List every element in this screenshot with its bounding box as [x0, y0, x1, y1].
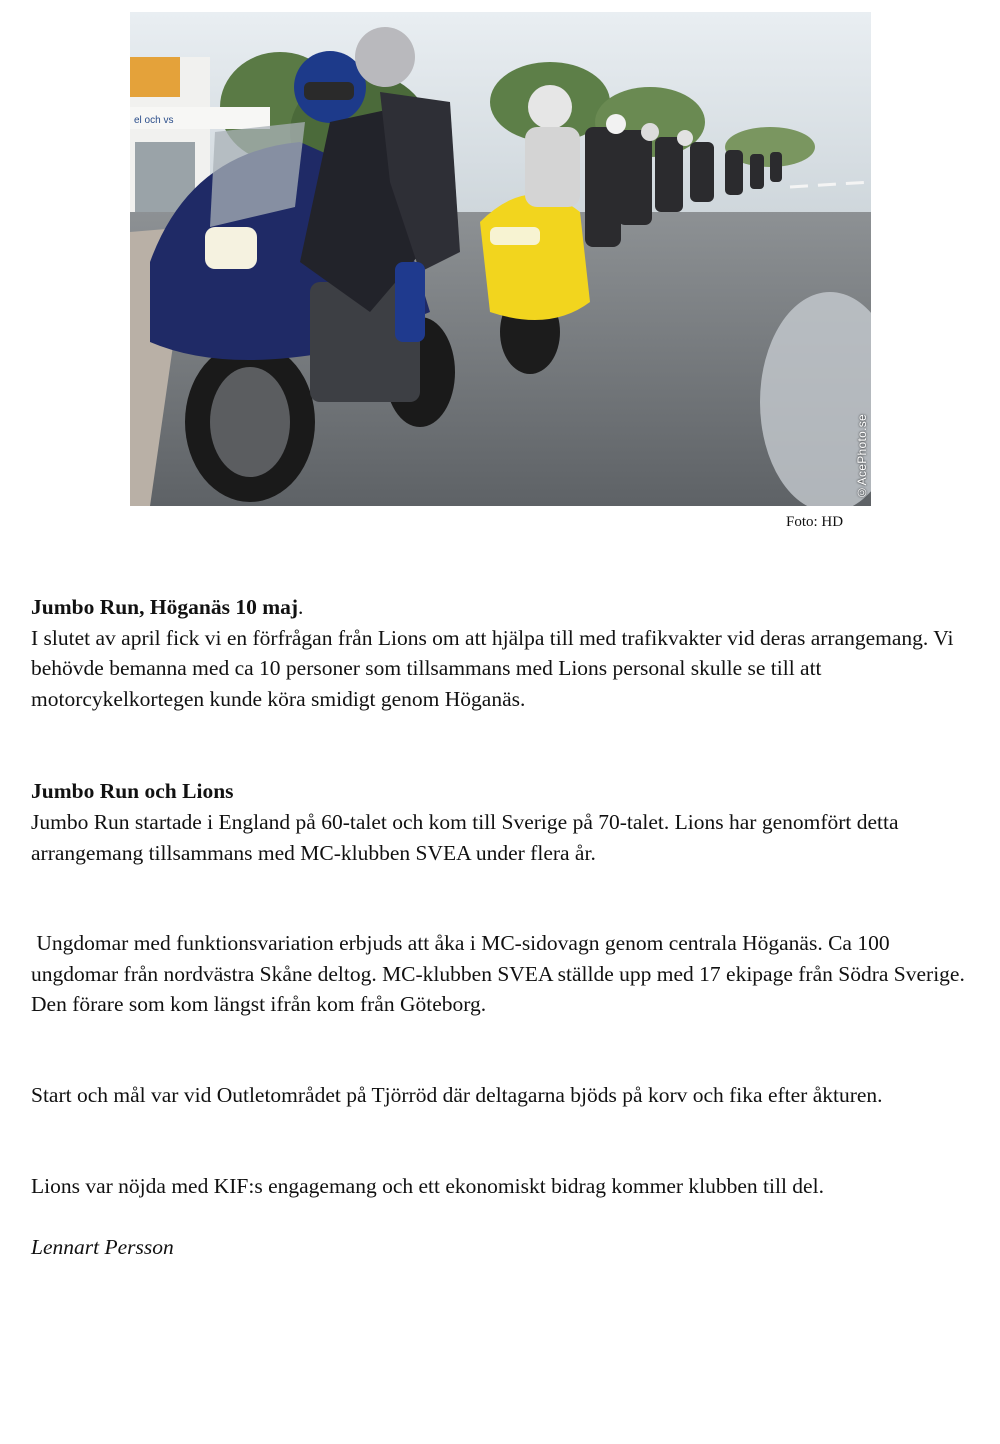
- photo-caption: Foto: HD: [786, 514, 844, 530]
- lions-paragraph: Lions var nöjda med KIF:s engagemang och ett ekonomiskt bidrag kommer klubben till del.: [31, 1173, 824, 1198]
- motorcycle-illustration: [130, 12, 871, 506]
- shop-sign: el och vs: [134, 115, 174, 126]
- photo-watermark: ©AcePhoto.se: [855, 414, 869, 500]
- start-paragraph: Start och mål var vid Outletområdet på Tjörröd där deltagarna bjöds på korv och fika efter åkturen.: [31, 1082, 883, 1107]
- spacer: [31, 1020, 976, 1080]
- section-heading: Jumbo Run och Lions: [31, 779, 234, 804]
- section-paragraph: Jumbo Run startade i England på 60-talet och kom till Sverige på 70-talet. Lions har genomfört detta arrangemang tillsammans med MC-klubben SVEA under flera år.: [31, 809, 899, 865]
- youth-paragraph: Ungdomar med funktionsvariation erbjuds att åka i MC-sidovagn genom centrala Höganäs. Ca 100 ungdomar från nordvästra Skåne deltog. MC-klubben SVEA ställde upp med 17 ekipage från Södra Sverige. Den förare som kom längst ifrån kom från Göteborg.: [31, 931, 971, 1017]
- article-title-suffix: .: [298, 595, 304, 619]
- motorcycle-photo: [130, 12, 871, 506]
- spacer: [31, 1111, 976, 1171]
- article-title: [31, 592, 976, 623]
- spacer: [31, 1201, 976, 1232]
- intro-paragraph: I slutet av april fick vi en förfrågan från Lions om att hjälpa till med trafikvakter vid deras arrangemang. Vi behövde bemanna med ca 10 personer som tillsammans med Lions personal skulle se till att motorcykelkortegen kunde köra smidigt genom Höganäs.: [31, 625, 954, 711]
- author-signature: Lennart Persson: [31, 1235, 174, 1260]
- spacer: [31, 714, 976, 776]
- article-title-text: Jumbo Run, Höganäs 10 maj: [31, 595, 299, 619]
- article-body: [31, 592, 976, 1263]
- spacer: [31, 868, 976, 928]
